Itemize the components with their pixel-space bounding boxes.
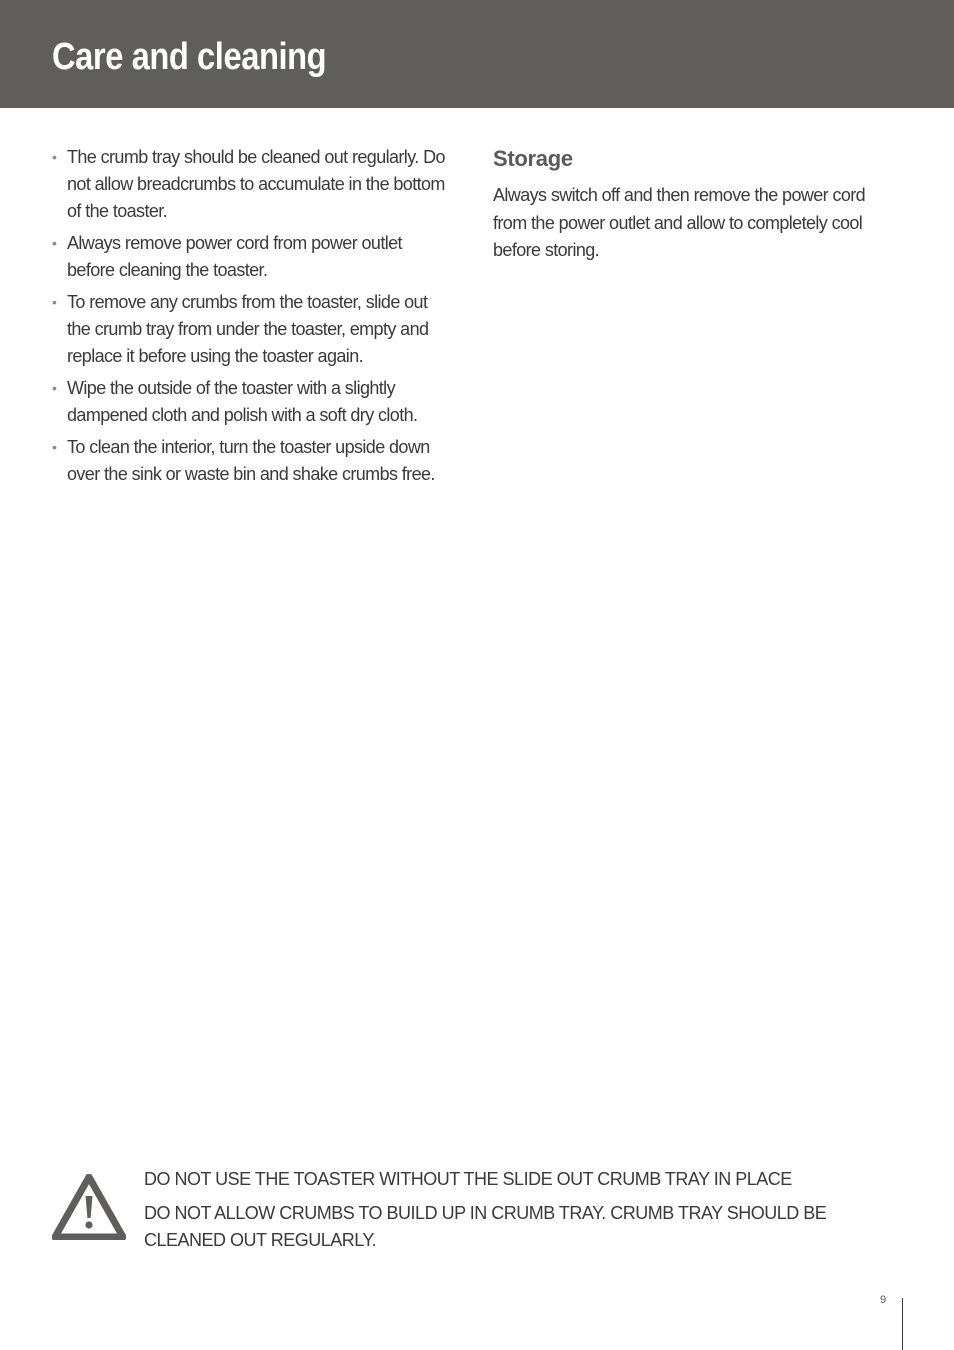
list-item-text: To clean the interior, turn the toaster upside down over the sink or waste bin and shake crumbs free. [67, 437, 435, 484]
page-number-divider [902, 1298, 903, 1350]
page-number: 9 [880, 1294, 887, 1306]
bullet-icon: • [52, 149, 57, 165]
list-item-text: To remove any crumbs from the toaster, slide out the crumb tray from under the toaster, empty and replace it before using the toaster again. [67, 292, 429, 366]
list-item [52, 289, 452, 370]
bullet-icon: • [52, 235, 57, 251]
list-item [52, 144, 452, 225]
care-bullet-list [52, 144, 452, 493]
warning-text [144, 1166, 894, 1261]
list-item [52, 375, 452, 429]
list-item-text: Wipe the outside of the toaster with a slightly dampened cloth and polish with a soft dry cloth. [67, 378, 418, 425]
warning-line: DO NOT USE THE TOASTER WITHOUT THE SLIDE OUT CRUMB TRAY IN PLACE [144, 1169, 792, 1189]
list-item-text: Always remove power cord from power outlet before cleaning the toaster. [67, 233, 402, 280]
header-divider [52, 108, 922, 110]
warning-line: DO NOT ALLOW CRUMBS TO BUILD UP IN CRUMB TRAY. CRUMB TRAY SHOULD BE CLEANED OUT REGULARLY. [144, 1203, 827, 1250]
bullet-icon: • [52, 439, 57, 455]
warning-triangle-icon [52, 1174, 126, 1240]
storage-body: Always switch off and then remove the power cord from the power outlet and allow to completely cool before storing. [493, 185, 866, 260]
bullet-icon: • [52, 294, 57, 310]
storage-section [493, 144, 903, 265]
list-item [52, 434, 452, 488]
bullet-icon: • [52, 380, 57, 396]
page-header [0, 0, 954, 108]
page-title: Care and cleaning [52, 36, 327, 78]
storage-heading: Storage [493, 146, 573, 171]
list-item-text: The crumb tray should be cleaned out regularly. Do not allow breadcrumbs to accumulate in the bottom of the toaster. [67, 147, 445, 221]
list-item [52, 230, 452, 284]
